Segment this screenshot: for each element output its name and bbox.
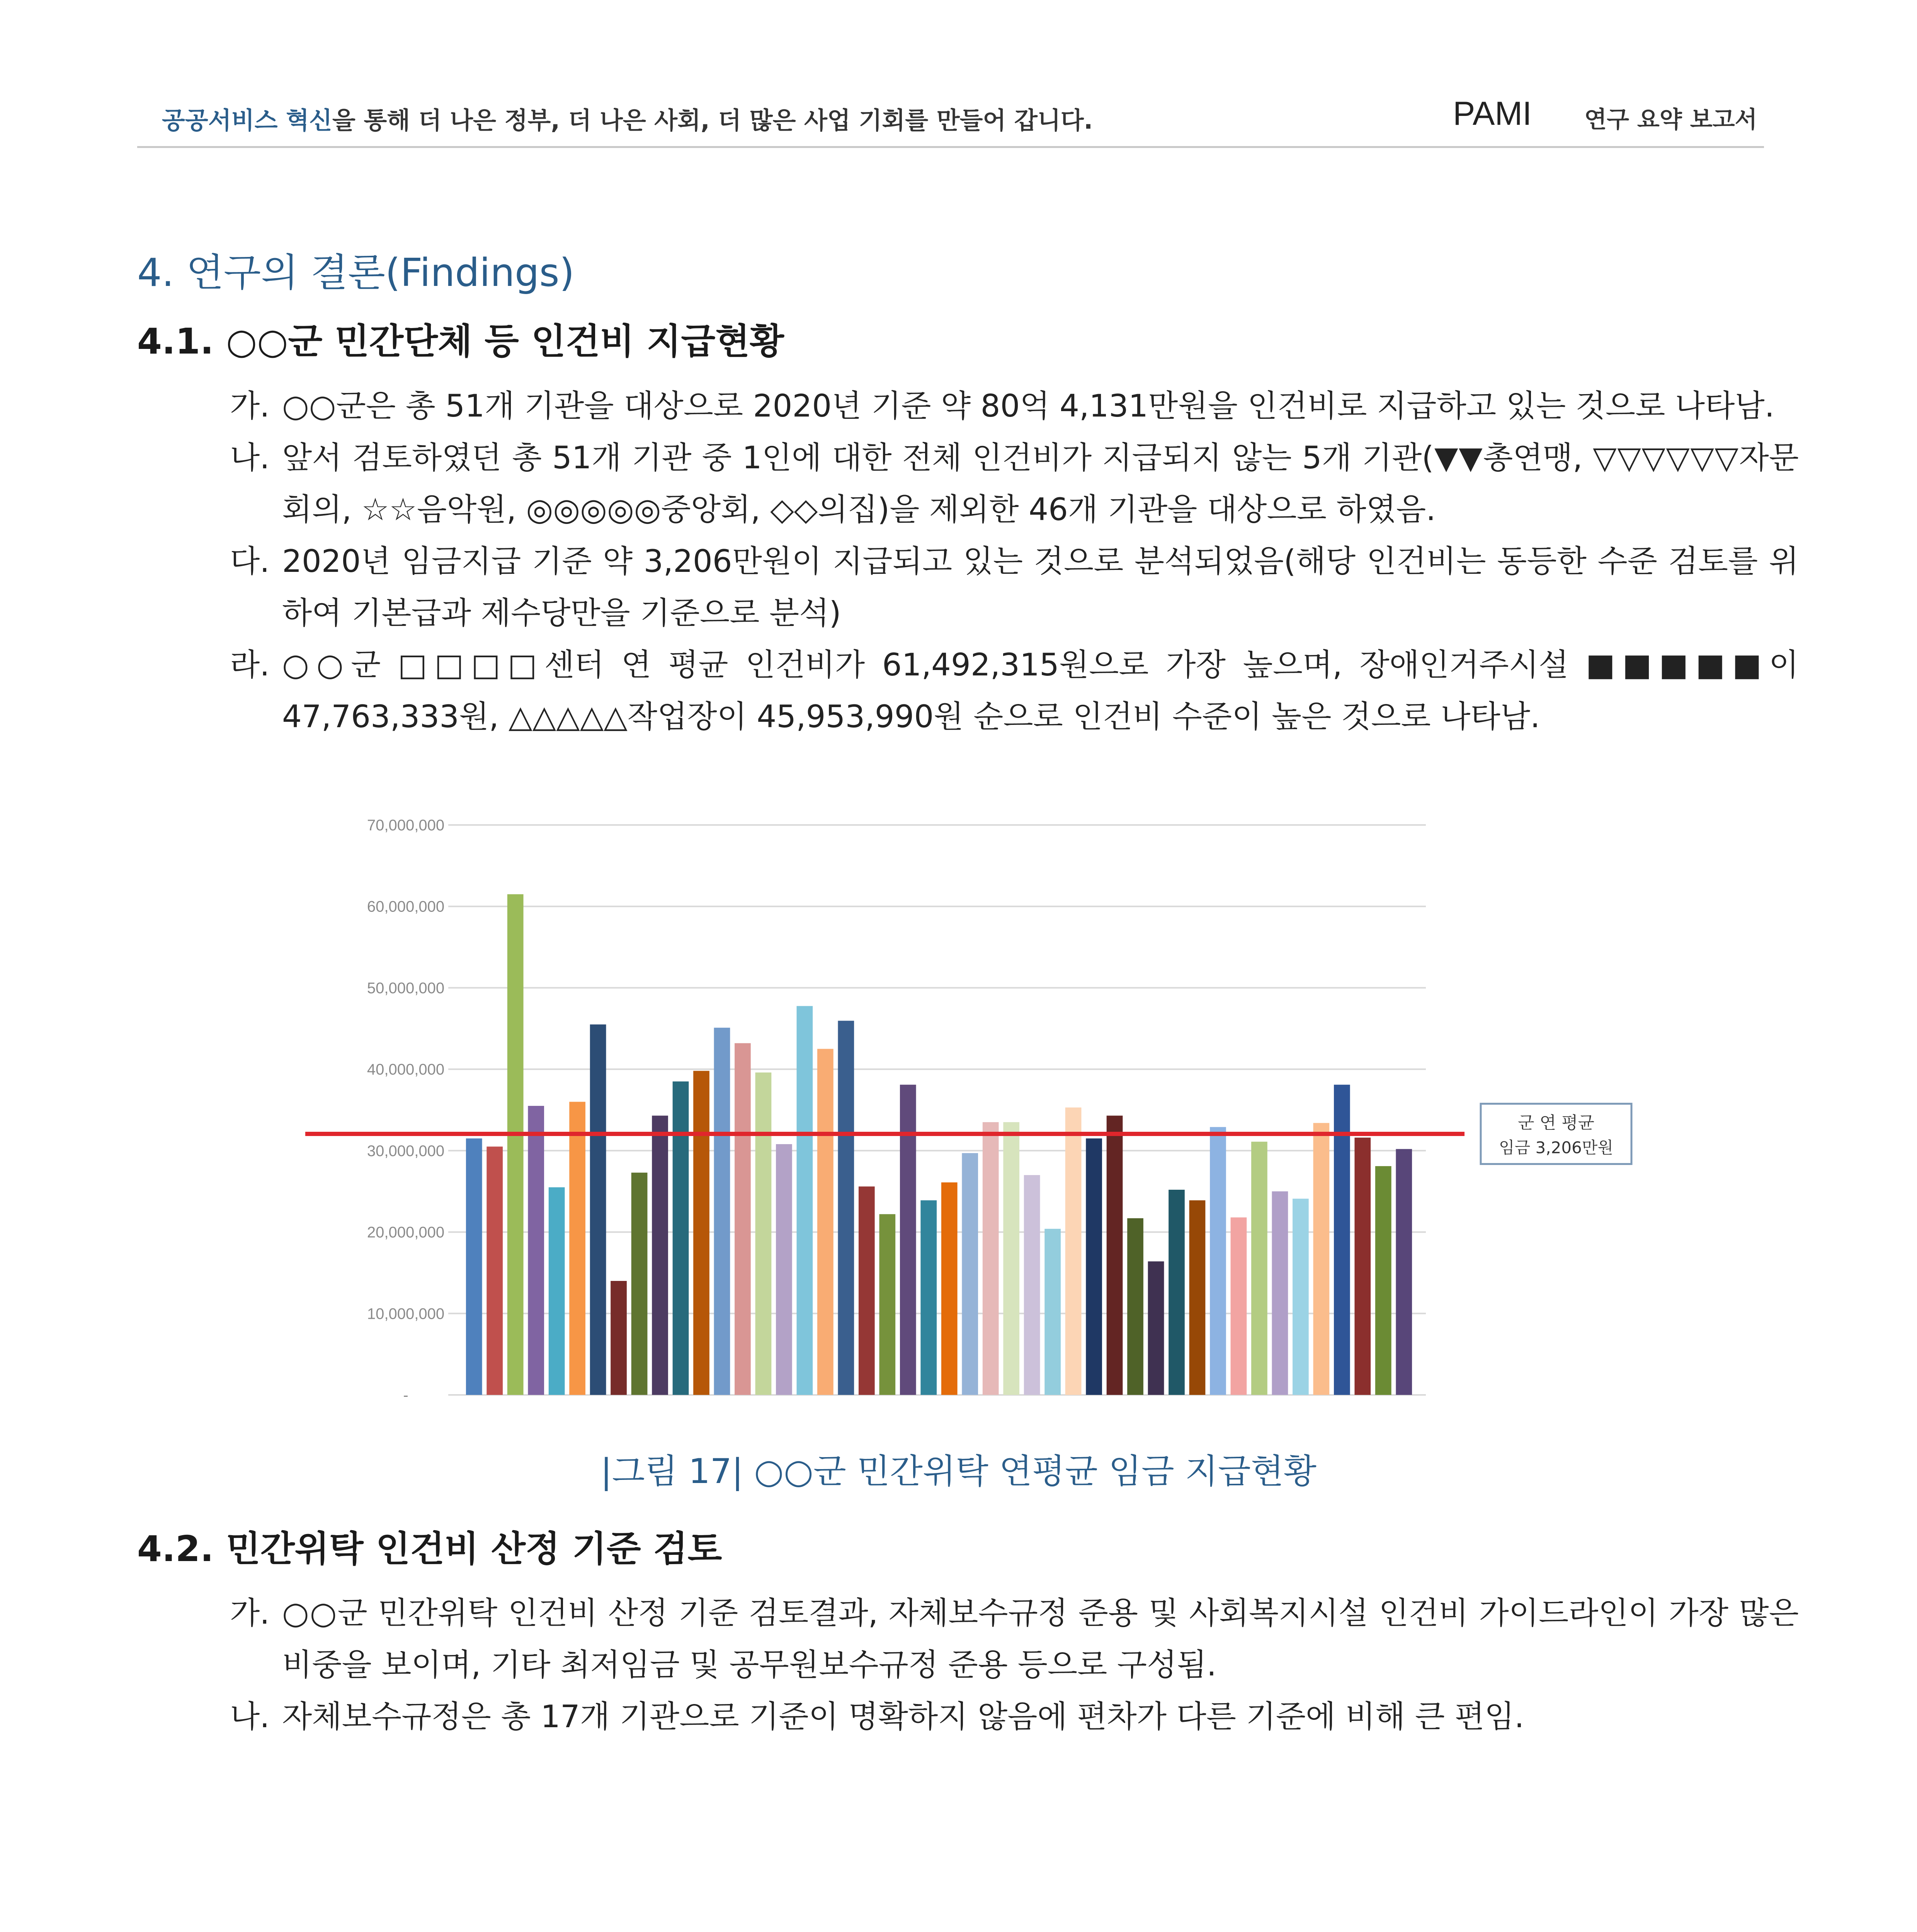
chart-bar [1086, 1138, 1102, 1395]
chart-bar [1065, 1107, 1082, 1395]
list-item-marker: 다. [230, 543, 270, 579]
list-item [230, 432, 1799, 536]
chart-y-tick-label: 60,000,000 [367, 898, 445, 915]
chart-y-tick-label: 10,000,000 [367, 1305, 445, 1323]
list-item-text: ○○군 민간위탁 인건비 산정 기준 검토결과, 자체보수규정 준용 및 사회복지시설 인건비 가이드라인이 가장 많은 비중을 보이며, 기타 최저임금 및 공무원보수규정 준용 등으로 구성됨. [282, 1595, 1799, 1683]
chart-bar [983, 1122, 999, 1395]
chart-bar [693, 1071, 709, 1395]
list-item-text: 자체보수규정은 총 17개 기관으로 기준이 명확하지 않음에 편차가 다른 기준에 비해 큰 편임. [282, 1699, 1524, 1735]
list-item-text: 앞서 검토하였던 총 51개 기관 중 1인에 대한 전체 인건비가 지급되지 않는 5개 기관(▼▼총연맹, ▽▽▽▽▽▽자문회의, ☆☆음악원, ◎◎◎◎◎중앙회, ◇◇의집)을 제외한 46개 기관을 대상으로 하였음. [282, 440, 1799, 527]
subsection-title-4-1: 4.1. ○○군 민간단체 등 인건비 지급현황 [137, 321, 784, 362]
chart-bar [466, 1138, 482, 1395]
chart-bar [1251, 1142, 1267, 1395]
chart-bar [817, 1049, 833, 1395]
list-item-marker: 나. [230, 1699, 270, 1735]
chart-bar [900, 1085, 916, 1395]
chart-y-tick-label: - [403, 1387, 408, 1404]
chart-bar [1272, 1191, 1288, 1395]
chart-bar [507, 894, 524, 1395]
chart-y-tick-label: 70,000,000 [367, 817, 445, 834]
chart-bar [1169, 1190, 1185, 1395]
chart-bar [1210, 1127, 1226, 1395]
chart-bar [1396, 1149, 1412, 1395]
chart-bar [1127, 1218, 1143, 1395]
chart-bar [549, 1187, 565, 1395]
header-brand: PAMI [1453, 95, 1532, 132]
list-item-text: ○○군은 총 51개 기관을 대상으로 2020년 기준 약 80억 4,131만원을 인건비로 지급하고 있는 것으로 나타남. [282, 388, 1775, 424]
chart-y-tick-label: 40,000,000 [367, 1061, 445, 1078]
list-item [230, 1691, 1799, 1743]
chart-bar [859, 1187, 875, 1395]
list-item [230, 639, 1799, 743]
chart-bar [528, 1106, 544, 1395]
chart-bar [569, 1102, 585, 1395]
chart-bar [611, 1281, 627, 1395]
list-item-text: ○○군 □□□□센터 연 평균 인건비가 61,492,315원으로 가장 높으며, 장애인거주시설 ■■■■■이 47,763,333원, △△△△△작업장이 45,953,990원 순으로 인건비 수준이 높은 것으로 나타남. [282, 647, 1799, 735]
chart-bar [1044, 1229, 1061, 1395]
chart-bar [941, 1182, 958, 1395]
list-item [230, 380, 1799, 432]
chart-bar [1231, 1218, 1247, 1395]
chart-bar [1148, 1261, 1164, 1395]
chart-bar [879, 1214, 895, 1395]
chart-y-tick-label: 30,000,000 [367, 1142, 445, 1160]
chart-bar [1334, 1085, 1350, 1395]
chart-bar [1024, 1175, 1040, 1395]
header-doc-type: 연구 요약 보고서 [1584, 106, 1757, 133]
list-item [230, 536, 1799, 639]
chart-bar [1107, 1116, 1123, 1395]
list-item-text: 2020년 임금지급 기준 약 3,206만원이 지급되고 있는 것으로 분석되었음(해당 인건비는 동등한 수준 검토를 위하여 기본급과 제수당만을 기준으로 분석) [282, 543, 1799, 631]
chart-bar [920, 1200, 937, 1395]
chart-reference-label-line2: 임금 3,206만원 [1499, 1138, 1613, 1157]
chart-bar [962, 1153, 978, 1395]
wage-bar-chart [305, 804, 1638, 1430]
chart-bar [1189, 1200, 1206, 1395]
chart-bars [466, 894, 1412, 1395]
chart-bar [776, 1144, 792, 1395]
chart-bar [735, 1043, 751, 1395]
list-item [230, 1587, 1799, 1691]
header-slogan-rest: 을 통해 더 나은 정부, 더 나은 사회, 더 많은 사업 기회를 만들어 갑니다. [332, 106, 1093, 134]
subsection-title-4-2: 4.2. 민간위탁 인건비 산정 기준 검토 [137, 1528, 722, 1570]
chart-bar [590, 1024, 606, 1395]
chart-y-tick-label: 20,000,000 [367, 1224, 445, 1241]
section-title: 4. 연구의 결론(Findings) [137, 250, 575, 295]
chart-bar [673, 1082, 689, 1395]
chart-reference-label-line1: 군 연 평균 [1518, 1113, 1594, 1133]
chart-bar [1293, 1199, 1309, 1395]
list-item-marker: 나. [230, 440, 270, 476]
chart-y-ticks [367, 817, 444, 1404]
header-slogan [162, 101, 1093, 136]
list-item-marker: 가. [230, 388, 270, 424]
header-divider [137, 146, 1764, 148]
chart-bar [1313, 1123, 1329, 1395]
chart-bar [652, 1116, 668, 1395]
chart-bar [797, 1006, 813, 1395]
chart-bar [755, 1073, 772, 1395]
header-slogan-highlight: 공공서비스 혁신 [162, 106, 332, 134]
chart-bar [1354, 1138, 1371, 1395]
figure-caption: |그림 17| ○○군 민간위탁 연평균 임금 지급현황 [600, 1451, 1317, 1491]
chart-bar [1375, 1166, 1391, 1395]
list-item-marker: 가. [230, 1595, 270, 1631]
chart-bar [486, 1146, 503, 1395]
chart-bar [714, 1028, 730, 1395]
chart-y-tick-label: 50,000,000 [367, 980, 445, 997]
chart-bar [838, 1021, 854, 1395]
list-item-marker: 라. [230, 647, 270, 683]
chart-bar [1003, 1122, 1019, 1395]
chart-bar [631, 1173, 648, 1395]
